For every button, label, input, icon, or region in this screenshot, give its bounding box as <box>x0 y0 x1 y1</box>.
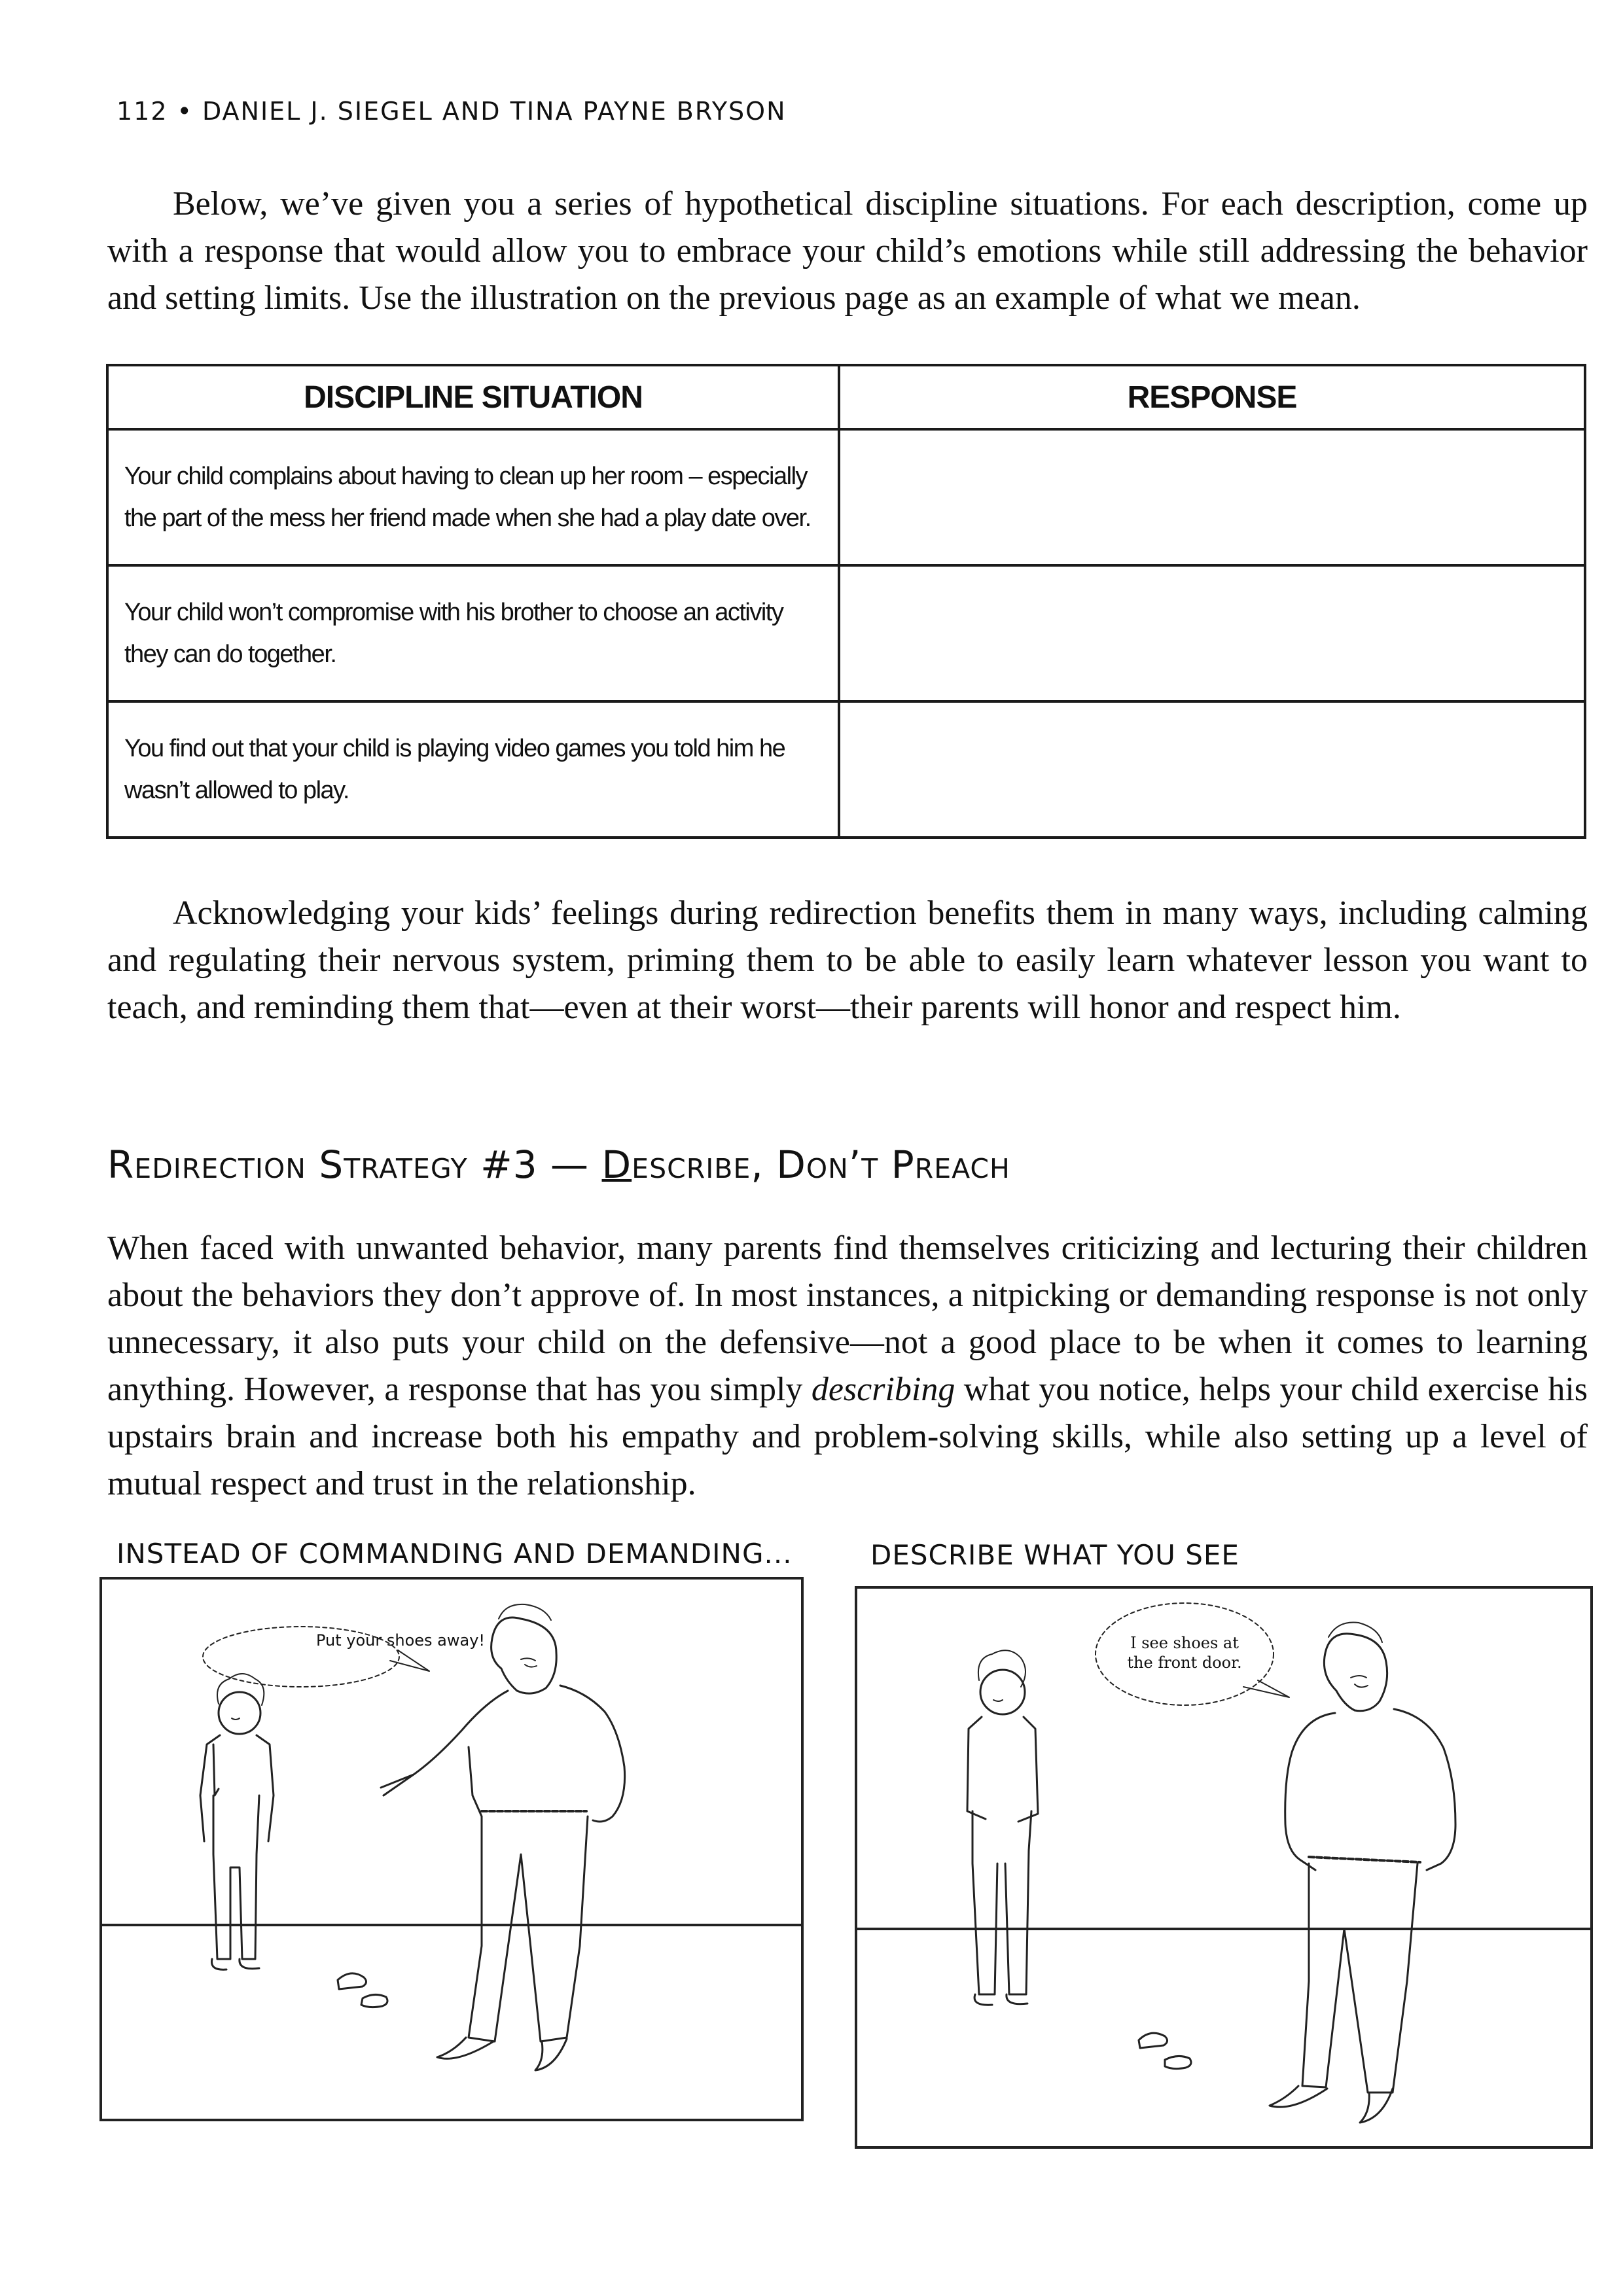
situation-cell: Your child complains about having to clean up her room – especially the part of the mess her friend made when she had a play date over. <box>107 429 839 565</box>
speech-bubble-tail <box>390 1650 429 1671</box>
heading-underlined-letter: D <box>601 1142 632 1187</box>
response-cell[interactable] <box>839 565 1585 701</box>
describing-illustration <box>855 1586 1593 2149</box>
table-row <box>107 701 1585 838</box>
column-header-response: RESPONSE <box>839 365 1585 429</box>
response-cell[interactable] <box>839 429 1585 565</box>
right-speech-line-1: I see shoes at <box>1130 1634 1239 1652</box>
describe-text-after: what you notice, helps your child exercise his upstairs brain and increase both his empathy and problem-solving skills, while also setting up a level of mutual respect and trust in the relationship. <box>107 1371 1588 1502</box>
heading-prefix: Redirection Strategy #3 — <box>107 1142 602 1187</box>
intro-paragraph-text: Below, we’ve given you a series of hypothetical discipline situations. For each description, come up with a response that would allow you to embrace your child’s emotions while still addressing the behavior and setting limits. Use the illustration on the previous page as an example of what we mean. <box>107 185 1588 317</box>
intro-paragraph <box>107 181 1588 322</box>
describe-paragraph <box>107 1225 1588 1508</box>
response-cell[interactable] <box>839 701 1585 838</box>
header-separator: • <box>177 97 193 126</box>
section-heading <box>107 1142 1010 1187</box>
shoes <box>1139 2033 1191 2068</box>
father-figure <box>381 1604 625 2070</box>
situation-cell: You find out that your child is playing video games you told him he wasn’t allowed to play. <box>107 701 839 838</box>
running-header <box>116 97 787 126</box>
right-panel-caption: DESCRIBE WHAT YOU SEE <box>870 1539 1240 1571</box>
acknowledging-paragraph <box>107 890 1588 1031</box>
describe-text-before: When faced with unwanted behavior, many parents find themselves criticizing and lecturing their children about the behaviors they don’t approve of. In most instances, a nitpicking or demanding response is not only unnecessary, it also puts your child on the defensive—not a good place to be when it comes to learning anything. However, a response that has you simply <box>107 1229 1588 1408</box>
discipline-table <box>106 364 1586 839</box>
table-row <box>107 565 1585 701</box>
situation-cell: Your child won’t compromise with his brother to choose an activity they can do together. <box>107 565 839 701</box>
describe-emphasis: describing <box>811 1371 955 1408</box>
column-header-situation: DISCIPLINE SITUATION <box>107 365 839 429</box>
header-authors: DANIEL J. SIEGEL AND TINA PAYNE BRYSON <box>202 97 787 126</box>
shoes <box>338 1973 387 2007</box>
speech-bubble-tail <box>1243 1680 1289 1697</box>
table-header-row <box>107 365 1585 429</box>
commanding-illustration <box>99 1577 804 2121</box>
table-row <box>107 429 1585 565</box>
page-number: 112 <box>116 97 168 126</box>
left-speech-text: Put your shoes away! <box>315 1631 486 1650</box>
left-panel-caption: INSTEAD OF COMMANDING AND DEMANDING... <box>116 1538 793 1570</box>
right-speech-line-2: the front door. <box>1127 1653 1242 1672</box>
commanding-drawing <box>102 1580 801 2119</box>
heading-rest: escribe, Don’t Preach <box>632 1142 1010 1187</box>
right-speech-text <box>1106 1633 1263 1672</box>
acknowledging-paragraph-text: Acknowledging your kids’ feelings during redirection benefits them in many ways, including calming and regulating their nervous system, priming them to be able to easily learn whatever lesson you want to teach, and reminding them that—even at their worst—their parents will honor and respect him. <box>107 894 1588 1026</box>
father-figure <box>1270 1622 1455 2123</box>
child-figure <box>967 1650 1038 2005</box>
